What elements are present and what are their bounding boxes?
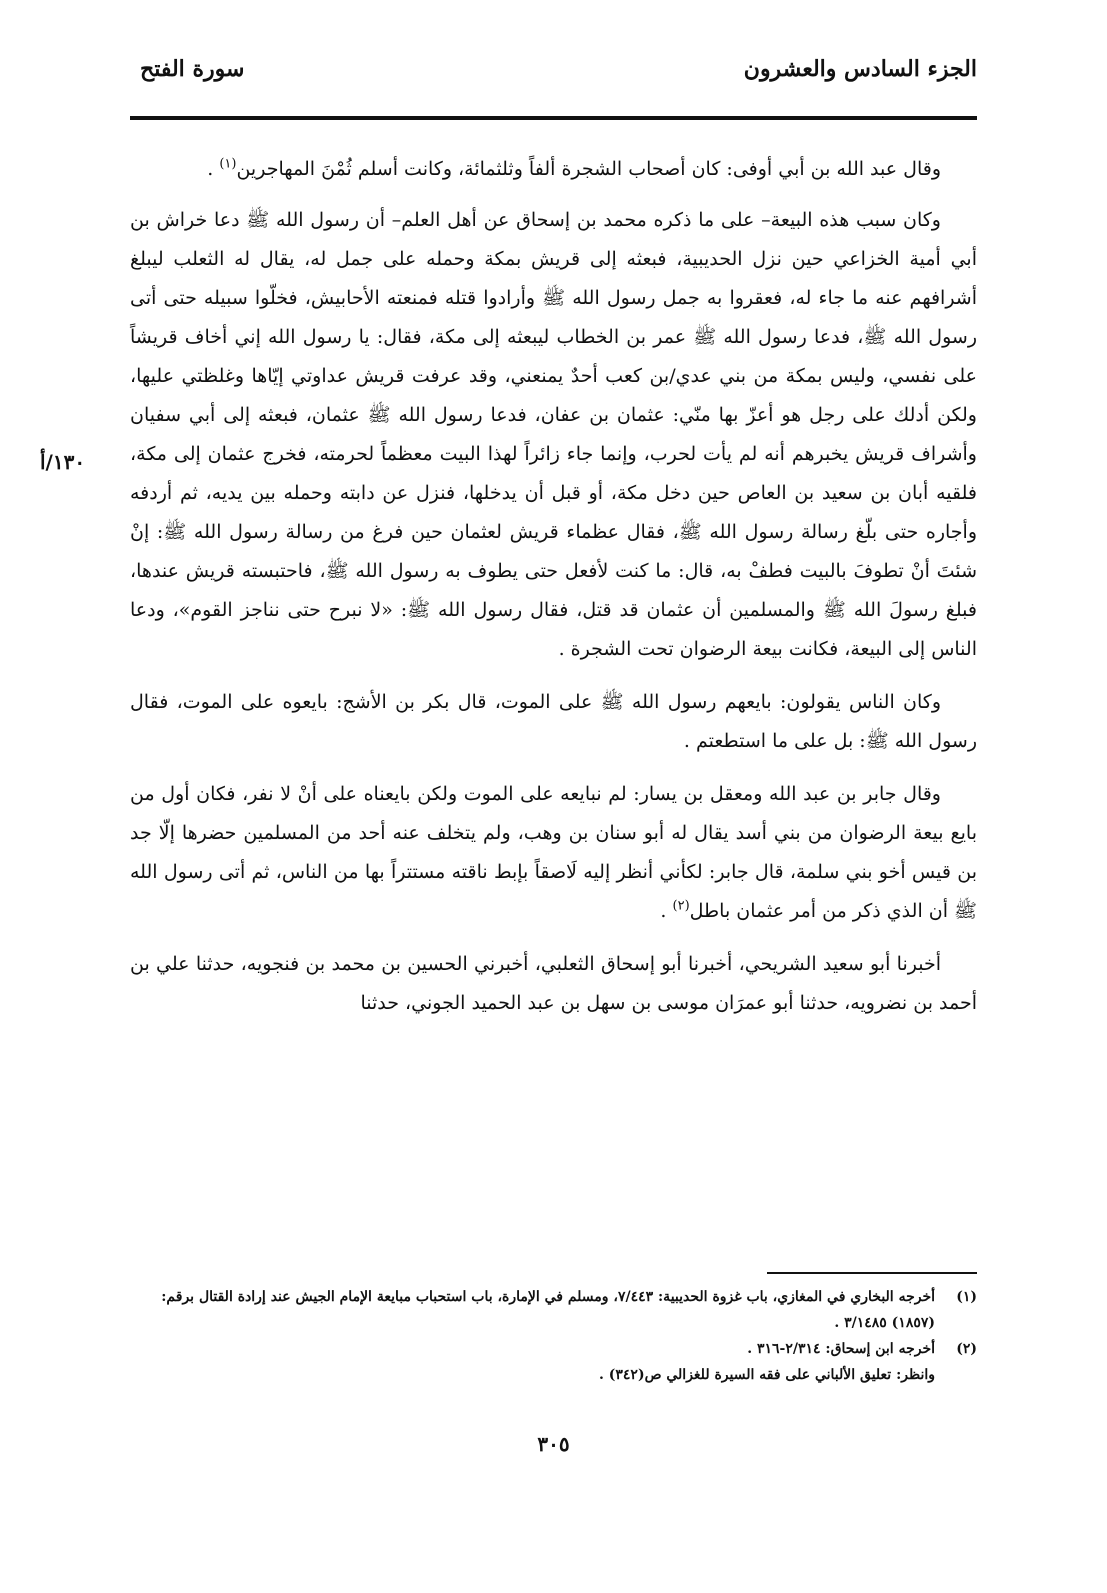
footnote-2-number: (٢): [956, 1341, 977, 1357]
paragraph-1: [130, 150, 977, 189]
footnote-2-continuation: [130, 1362, 977, 1388]
manuscript-folio-marker: ١٣٠/أ: [40, 450, 86, 474]
paragraph-4-text: وقال جابر بن عبد الله ومعقل بن يسار: لم نبايعه على الموت ولكن بايعناه على أنْ لا نفر، فكان أول من بايع بيعة الرضوان من بني أسد يقال له أبو سنان بن وهب، ولم يتخلف عنه أحد من المسلمين حضرها إلّا جد بن قيس أخو بني سلمة، قال جابر: لكأني أنظر إليه لَاصقاً بإبط ناقته مستتراً بها من الناس، ثم أتى رسول الله ﷺ أن الذي ذكر من أمر عثمان باطل: [130, 783, 977, 922]
footnote-2: [130, 1336, 977, 1362]
footnotes: [130, 1284, 977, 1388]
paragraph-1-text: وقال عبد الله بن أبي أوفى: كان أصحاب الشجرة ألفاً وثلثمائة، وكانت أسلم ثُمْنَ المهاجرين: [236, 158, 941, 180]
footnote-2-text: أخرجه ابن إسحاق: ٢/٣١٤-٣١٦ .: [747, 1341, 935, 1357]
footnote-1-number: (١): [956, 1289, 977, 1305]
footnote-ref-2: (٢): [672, 898, 690, 914]
running-header: [130, 56, 977, 96]
header-surah-title: سورة الفتح: [140, 56, 245, 82]
paragraph-3: وكان الناس يقولون: بايعهم رسول الله ﷺ على الموت، قال بكر بن الأشج: بايعوه على الموت، فقال رسول الله ﷺ: بل على ما استطعتم .: [130, 691, 977, 752]
page-number: ٣٠٥: [537, 1432, 570, 1456]
paragraph-5: أخبرنا أبو سعيد الشريحي، أخبرنا أبو إسحاق الثعلبي، أخبرني الحسين بن محمد بن فنجويه، حدثنا علي بن أحمد بن نضرويه، حدثنا أبو عمرَان موسى بن سهل بن عبد الحميد الجوني، حدثنا: [130, 953, 977, 1014]
header-part-title: الجزء السادس والعشرون: [743, 56, 977, 82]
paragraph-1-end: .: [207, 158, 220, 180]
footnote-1: [130, 1284, 977, 1336]
footnote-divider: [767, 1272, 977, 1274]
paragraph-4: [130, 775, 977, 931]
paragraph-4-end: .: [660, 900, 673, 922]
footnote-2-continuation-text: وانظر: تعليق الألباني على فقه السيرة للغزالي ص(٣٤٢) .: [599, 1367, 935, 1383]
footnote-1-text: أخرجه البخاري في المغازي، باب غزوة الحديبية: ٧/٤٤٣، ومسلم في الإمارة، باب استحباب مبايعة الإمام الجيش عند إرادة القتال برقم: (١٨٥٧) ٣/١٤٨٥ .: [161, 1289, 935, 1331]
footnote-ref-1: (١): [219, 156, 237, 172]
header-divider: [130, 116, 977, 120]
main-text: [130, 150, 977, 1037]
paragraph-2: وكان سبب هذه البيعة– على ما ذكره محمد بن إسحاق عن أهل العلم– أن رسول الله ﷺ دعا خراش بن أبي أمية الخزاعي حين نزل الحديبية، فبعثه إلى قريش بمكة وحمله على جمل له، يقال له الثعلب ليبلغ أشرافهم عنه ما جاء له، فعقروا به جمل رسول الله ﷺ وأرادوا قتله فمنعته الأحابيش، فخلّوا سبيله حتى أتى رسول الله ﷺ، فدعا رسول الله ﷺ عمر بن الخطاب ليبعثه إلى مكة، فقال: يا رسول الله إني أخاف قريشاً على نفسي، وليس بمكة من بني عدي/بن كعب أحدٌ يمنعني، وقد عرفت قريش عداوتي إيّاها وغلظتي عليها، ولكن أدلك على رجل هو أعزّ بها منّي: عثمان بن عفان، فدعا رسول الله ﷺ عثمان، فبعثه إلى أبي سفيان وأشراف قريش يخبرهم أنه لم يأت لحرب، وإنما جاء زائراً لهذا البيت معظماً لحرمته، فخرج عثمان إلى مكة، فلقيه أبان بن سعيد بن العاص حين دخل مكة، أو قبل أن يدخلها، فنزل عن دابته وحمله بين يديه، ثم أردفه وأجاره حتى بلّغ رسالة رسول الله ﷺ، فقال عظماء قريش لعثمان حين فرغ من رسالة رسول الله ﷺ: إنْ شئتَ أنْ تطوفَ بالبيت فطفْ به، قال: ما كنت لأفعل حتى يطوف به رسول الله ﷺ، فاحتبسته قريش عندها، فبلغ رسولَ الله ﷺ والمسلمين أن عثمان قد قتل، فقال رسول الله ﷺ: «لا نبرح حتى نناجز القوم»، ودعا الناس إلى البيعة، فكانت بيعة الرضوان تحت الشجرة .: [130, 209, 977, 660]
